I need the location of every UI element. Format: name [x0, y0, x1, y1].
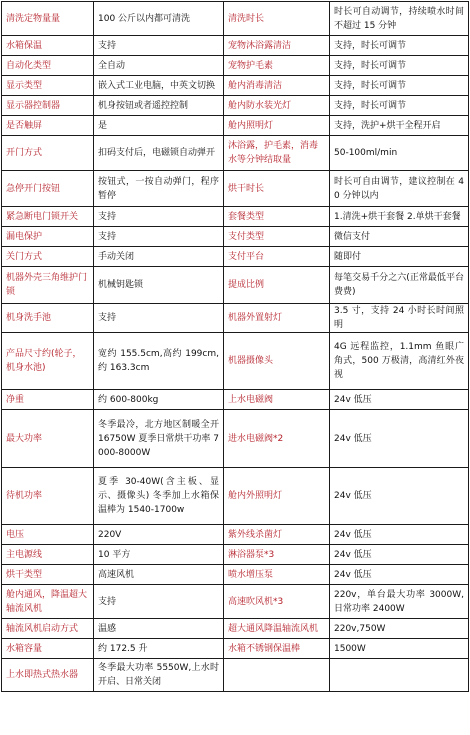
spec-value-cell: 约 600-800kg [94, 390, 224, 410]
spec-value-cell: 50-100ml/min [330, 136, 469, 171]
table-row [2, 267, 469, 304]
spec-value-cell: 24v 低压 [330, 525, 469, 545]
spec-value-cell: 温感 [94, 619, 224, 639]
spec-value-cell: 约 172.5 升 [94, 639, 224, 659]
spec-value-cell: 支持 [94, 585, 224, 619]
spec-value-cell: 支持，时长可调节 [330, 36, 469, 56]
spec-value-cell: 支持，时长可调节 [330, 56, 469, 76]
spec-label-cell: 喷水增压泵 [224, 565, 330, 585]
spec-value-cell: 220v，单台最大功率 3000W,日常功率 2400W [330, 585, 469, 619]
spec-label-cell: 机器摄像头 [224, 333, 330, 390]
table-row [2, 639, 469, 659]
table-row [2, 659, 469, 692]
spec-value-cell: 机械钥匙锁 [94, 267, 224, 304]
spec-value-cell: 每笔交易千分之六(正常最低平台费费) [330, 267, 469, 304]
spec-value-cell: 4G 远程监控，1.1mm 鱼眼广角式，500 万极清，高清红外夜视 [330, 333, 469, 390]
spec-value-cell [330, 659, 469, 692]
spec-value-cell: 220v,750W [330, 619, 469, 639]
table-row [2, 247, 469, 267]
spec-label-cell: 自动化类型 [2, 56, 94, 76]
table-row [2, 390, 469, 410]
spec-label-cell: 舱内通风，降温超大轴流风机 [2, 585, 94, 619]
table-row [2, 76, 469, 96]
spec-label-cell: 套餐类型 [224, 207, 330, 227]
spec-label-cell: 上水即热式热水器 [2, 659, 94, 692]
spec-table [1, 1, 469, 692]
table-row [2, 545, 469, 565]
table-row [2, 585, 469, 619]
spec-label-cell: 水箱容量 [2, 639, 94, 659]
spec-value-cell: 随即付 [330, 247, 469, 267]
spec-table-body [2, 2, 469, 692]
table-row [2, 36, 469, 56]
spec-value-cell: 全自动 [94, 56, 224, 76]
spec-value-cell: 扣码支付后，电磁锁自动弹开 [94, 136, 224, 171]
spec-label-cell: 水箱保温 [2, 36, 94, 56]
spec-value-cell: 24v 低压 [330, 410, 469, 468]
table-row [2, 619, 469, 639]
spec-label-cell: 宠物沐浴露清洁 [224, 36, 330, 56]
spec-label-cell: 舱内照明灯 [224, 116, 330, 136]
spec-value-cell: 支持 [94, 304, 224, 333]
spec-label-cell: 舱内消毒清洁 [224, 76, 330, 96]
spec-label-cell: 轴流风机启动方式 [2, 619, 94, 639]
table-row [2, 136, 469, 171]
spec-label-cell: 机身洗手池 [2, 304, 94, 333]
spec-value-cell: 嵌入式工业电脑，中英文切换 [94, 76, 224, 96]
table-row [2, 468, 469, 525]
table-row [2, 171, 469, 207]
spec-label-cell: 烘干时长 [224, 171, 330, 207]
spec-value-cell: 支持，时长可调节 [330, 96, 469, 116]
spec-label-cell: 烘干类型 [2, 565, 94, 585]
spec-label-cell: 进水电磁阀*2 [224, 410, 330, 468]
spec-label-cell: 上水电磁阀 [224, 390, 330, 410]
table-row [2, 207, 469, 227]
spec-value-cell: 1.清洗+烘干套餐 2.单烘干套餐 [330, 207, 469, 227]
spec-label-cell: 超大通风降温轴流风机 [224, 619, 330, 639]
spec-value-cell: 24v 低压 [330, 390, 469, 410]
spec-label-cell: 舱内外照明灯 [224, 468, 330, 525]
spec-value-cell: 24v 低压 [330, 468, 469, 525]
spec-label-cell: 电压 [2, 525, 94, 545]
spec-value-cell: 时长可自动调节，持续喷水时间不超过 15 分钟 [330, 2, 469, 36]
spec-label-cell: 机器外置射灯 [224, 304, 330, 333]
spec-label-cell: 紫外线杀菌灯 [224, 525, 330, 545]
spec-label-cell: 产品尺寸约(轮子，机身水池) [2, 333, 94, 390]
spec-label-cell: 关门方式 [2, 247, 94, 267]
spec-label-cell: 水箱不锈钢保温棒 [224, 639, 330, 659]
spec-value-cell: 支持，洗护+烘干全程开启 [330, 116, 469, 136]
spec-label-cell: 淋浴器泵*3 [224, 545, 330, 565]
table-row [2, 410, 469, 468]
spec-label-cell: 待机功率 [2, 468, 94, 525]
spec-label-cell: 支付平台 [224, 247, 330, 267]
spec-value-cell: 夏季 30-40W(含主板、显示、摄像头) 冬季加上水箱保温棒为 1540-1700w [94, 468, 224, 525]
spec-value-cell: 微信支付 [330, 227, 469, 247]
table-row [2, 2, 469, 36]
table-row [2, 96, 469, 116]
table-row [2, 525, 469, 545]
spec-value-cell: 220V [94, 525, 224, 545]
spec-label-cell: 主电源线 [2, 545, 94, 565]
spec-label-cell: 漏电保护 [2, 227, 94, 247]
table-row [2, 227, 469, 247]
spec-label-cell: 是否触屏 [2, 116, 94, 136]
spec-label-cell: 清洗时长 [224, 2, 330, 36]
spec-value-cell: 10 平方 [94, 545, 224, 565]
spec-label-cell: 高速吹风机*3 [224, 585, 330, 619]
spec-value-cell: 是 [94, 116, 224, 136]
spec-label-cell: 紧急断电门锁开关 [2, 207, 94, 227]
table-row [2, 333, 469, 390]
table-row [2, 116, 469, 136]
table-row [2, 56, 469, 76]
spec-label-cell: 急停开门按钮 [2, 171, 94, 207]
spec-label-cell: 机器外壳三角维护门锁 [2, 267, 94, 304]
spec-value-cell: 冬季最冷，北方地区制暖全开 16750W 夏季日常烘干功率 7000-8000W [94, 410, 224, 468]
spec-label-cell: 宠物护毛素 [224, 56, 330, 76]
spec-label-cell: 最大功率 [2, 410, 94, 468]
spec-value-cell: 支持，时长可调节 [330, 76, 469, 96]
spec-label-cell [224, 659, 330, 692]
spec-label-cell: 舱内防水装光灯 [224, 96, 330, 116]
spec-label-cell: 显示器控制器 [2, 96, 94, 116]
spec-label-cell: 提成比例 [224, 267, 330, 304]
spec-label-cell: 净重 [2, 390, 94, 410]
spec-value-cell: 冬季最大功率 5550W,上水时开启、日常关闭 [94, 659, 224, 692]
spec-value-cell: 手动关闭 [94, 247, 224, 267]
spec-label-cell: 显示类型 [2, 76, 94, 96]
spec-value-cell: 按钮式，一按自动弹门，程序暂停 [94, 171, 224, 207]
spec-value-cell: 1500W [330, 639, 469, 659]
spec-value-cell: 支持 [94, 227, 224, 247]
spec-value-cell: 3.5 寸，支持 24 小时长时间照明 [330, 304, 469, 333]
spec-value-cell: 宽约 155.5cm,高约 199cm,约 163.3cm [94, 333, 224, 390]
spec-value-cell: 支持 [94, 36, 224, 56]
table-row [2, 304, 469, 333]
spec-value-cell: 时长可自由调节，建议控制在 40 分钟以内 [330, 171, 469, 207]
spec-label-cell: 支付类型 [224, 227, 330, 247]
spec-value-cell: 高速风机 [94, 565, 224, 585]
spec-label-cell: 清洗定物量量 [2, 2, 94, 36]
table-row [2, 565, 469, 585]
spec-value-cell: 24v 低压 [330, 565, 469, 585]
spec-label-cell: 沐浴露，护毛素，消毒水等分钟结取量 [224, 136, 330, 171]
spec-label-cell: 开门方式 [2, 136, 94, 171]
spec-value-cell: 100 公斤以内都可清洗 [94, 2, 224, 36]
spec-value-cell: 24v 低压 [330, 545, 469, 565]
spec-value-cell: 支持 [94, 207, 224, 227]
spec-value-cell: 机身按钮或者遥控控制 [94, 96, 224, 116]
